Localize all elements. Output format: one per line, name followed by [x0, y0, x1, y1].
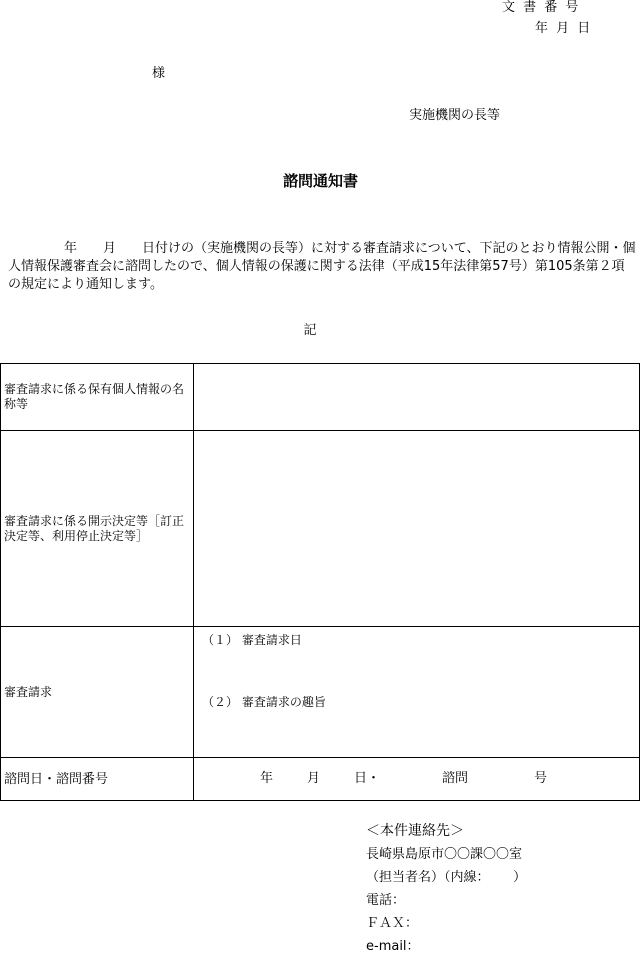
info-name-label: 審査請求に係る保有個人情報の名称等 — [1, 364, 194, 431]
ki-marker: 記 — [303, 323, 317, 338]
document-number: 文 書 番 号 — [502, 0, 581, 15]
year-text: 年 — [260, 771, 274, 786]
contact-email: e-mail： — [366, 939, 420, 954]
page-title: 諮問通知書 — [282, 172, 358, 190]
info-name-value — [194, 364, 640, 431]
contact-phone: 電話： — [366, 893, 406, 908]
document-date: 年 月 日 — [535, 21, 593, 36]
disclosure-decision-label: 審査請求に係る開示決定等［訂正決定等、利用停止決定等］ — [1, 431, 194, 627]
inquiry-table — [0, 363, 640, 801]
table-row — [1, 364, 640, 431]
contact-office: 長崎県島原市〇〇課〇〇室 — [366, 847, 523, 862]
contact-person: （担当者名）（内線： ） — [366, 870, 527, 885]
request-purpose-item: （２） 審査請求の趣旨 — [202, 695, 326, 709]
table-row — [1, 431, 640, 627]
table-row — [1, 627, 640, 758]
inquiry-date-number-value — [194, 758, 640, 801]
contact-fax: ＦＡＸ： — [366, 916, 419, 931]
table-row — [1, 758, 640, 801]
inquiry-date-number-label: 諮問日・諮問番号 — [1, 758, 194, 801]
body-paragraph: 年 月 日付けの（実施機関の長等）に対する審査請求について、下記のとおり情報公開・個人情報保護審査会に諮問したので、個人情報の保護に関する法律（平成15年法律第57号）第105条第２項の規定により通知します。 — [8, 241, 636, 292]
disclosure-decision-value — [194, 431, 640, 627]
request-label: 審査請求 — [1, 627, 194, 758]
shimon-text: 諮問 — [442, 771, 469, 786]
contact-heading: ＜本件連絡先＞ — [366, 823, 464, 839]
request-date-item: （１） 審査請求日 — [202, 633, 302, 647]
number-suffix-text: 号 — [534, 771, 548, 786]
day-text: 日・ — [354, 771, 381, 786]
month-text: 月 — [307, 771, 321, 786]
addressee-suffix: 様 — [152, 66, 166, 81]
request-details — [194, 627, 640, 758]
sender: 実施機関の長等 — [409, 108, 501, 123]
contact-block — [366, 820, 526, 958]
